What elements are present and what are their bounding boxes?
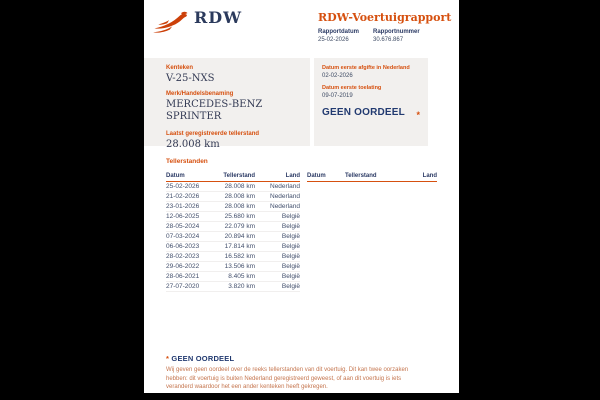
row-tellerstand: 28.008 km — [224, 193, 255, 200]
row-land: België — [281, 243, 300, 250]
row-datum: 28-02-2023 — [166, 253, 200, 260]
row-land: België — [281, 283, 300, 290]
registration-panel — [314, 58, 428, 146]
col-datum: Datum — [166, 173, 185, 179]
row-datum: 12-06-2025 — [166, 213, 200, 220]
row-land: België — [281, 263, 300, 270]
afgifte-label: Datum eerste afgifte in Nederland — [322, 65, 410, 71]
footnote-title: GEEN OORDEEL — [171, 354, 235, 363]
row-land: Nederland — [270, 203, 300, 210]
row-datum: 25-02-2026 — [166, 183, 200, 190]
tellerstand-value: 28.008 km — [166, 139, 220, 150]
report-number-value: 30.676.867 — [373, 37, 404, 43]
table-row — [166, 242, 300, 252]
kenteken-label: Kenteken — [166, 65, 194, 71]
report-date-block — [318, 29, 359, 43]
report-title: RDW-Voertuigrapport — [318, 11, 452, 24]
row-land: België — [281, 223, 300, 230]
footnote-heading — [166, 354, 418, 363]
col-land: Land — [422, 173, 437, 179]
row-tellerstand: 3.820 km — [228, 283, 255, 290]
vehicle-panel — [144, 58, 310, 150]
table-row — [166, 252, 300, 262]
row-land: België — [281, 213, 300, 220]
kenteken-value: V-25-NXS — [166, 73, 215, 84]
row-datum: 28-05-2024 — [166, 223, 200, 230]
col-datum: Datum — [307, 173, 326, 179]
row-land: Nederland — [270, 193, 300, 200]
row-tellerstand: 13.506 km — [224, 263, 255, 270]
table-row — [166, 202, 300, 212]
tellerstanden-section — [166, 158, 437, 292]
row-datum: 23-01-2026 — [166, 203, 200, 210]
table-row — [166, 262, 300, 272]
footnote-asterisk: * — [166, 354, 170, 363]
table-row — [166, 282, 300, 292]
table-row — [166, 182, 300, 192]
col-tellerstand: Tellerstand — [345, 173, 377, 179]
merk-value — [166, 99, 310, 123]
table-header — [166, 169, 300, 182]
report-meta — [318, 29, 420, 43]
merk-line2: SPRINTER — [166, 111, 222, 122]
afgifte-value: 02-02-2026 — [322, 73, 353, 79]
table-row — [166, 232, 300, 242]
table-row — [166, 212, 300, 222]
row-land: Nederland — [270, 183, 300, 190]
row-datum: 28-06-2021 — [166, 273, 200, 280]
report-number-label: Rapportnummer — [373, 29, 420, 35]
report-number-block — [373, 29, 420, 43]
col-tellerstand: Tellerstand — [223, 173, 255, 179]
rdw-bird-logo-icon — [152, 9, 190, 35]
footnote-text: Wij geven geen oordeel over de reeks tellerstanden van dit voertuig. Dit kan twee oorzaken hebben: dit voertuig is buiten Nederland geregistreerd geweest, of aan dit voertuig is iets veranderd waardoor het een ander kenteken heeft gekregen. — [166, 367, 409, 390]
col-land: Land — [285, 173, 300, 179]
report-page — [144, 0, 459, 393]
row-tellerstand: 22.079 km — [224, 223, 255, 230]
merk-line1: MERCEDES-BENZ — [166, 99, 263, 110]
rdw-wordmark: RDW — [194, 8, 243, 27]
toelating-value: 09-07-2019 — [322, 93, 353, 99]
tellerstanden-table-right — [307, 169, 437, 292]
row-datum: 06-06-2023 — [166, 243, 200, 250]
toelating-label: Datum eerste toelating — [322, 85, 382, 91]
tellerstanden-tables — [166, 169, 437, 292]
row-datum: 27-07-2020 — [166, 283, 200, 290]
table-header — [307, 169, 437, 182]
row-land: België — [281, 273, 300, 280]
row-tellerstand: 16.582 km — [224, 253, 255, 260]
footnote-section — [166, 354, 418, 392]
table-row — [166, 192, 300, 202]
row-datum: 07-03-2024 — [166, 233, 200, 240]
merk-label: Merk/Handelsbenaming — [166, 91, 234, 97]
row-land: België — [281, 233, 300, 240]
tellerstand-label: Laatst geregistreerde tellerstand — [166, 131, 260, 137]
row-datum: 29-06-2022 — [166, 263, 200, 270]
tellerstanden-title: Tellerstanden — [166, 158, 208, 165]
row-tellerstand: 25.680 km — [224, 213, 255, 220]
tellerstanden-table-left — [166, 169, 300, 292]
report-date-value: 25-02-2026 — [318, 37, 349, 43]
row-tellerstand: 20.894 km — [224, 233, 255, 240]
row-tellerstand: 28.008 km — [224, 183, 255, 190]
row-tellerstand: 8.405 km — [228, 273, 255, 280]
verdict-text: GEEN OORDEEL — [322, 107, 405, 118]
row-tellerstand: 28.008 km — [224, 203, 255, 210]
report-date-label: Rapportdatum — [318, 29, 359, 35]
table-row — [166, 272, 300, 282]
row-tellerstand: 17.814 km — [224, 243, 255, 250]
verdict-asterisk: * — [416, 110, 420, 120]
row-land: België — [281, 253, 300, 260]
table-row — [166, 222, 300, 232]
row-datum: 21-02-2026 — [166, 193, 200, 200]
